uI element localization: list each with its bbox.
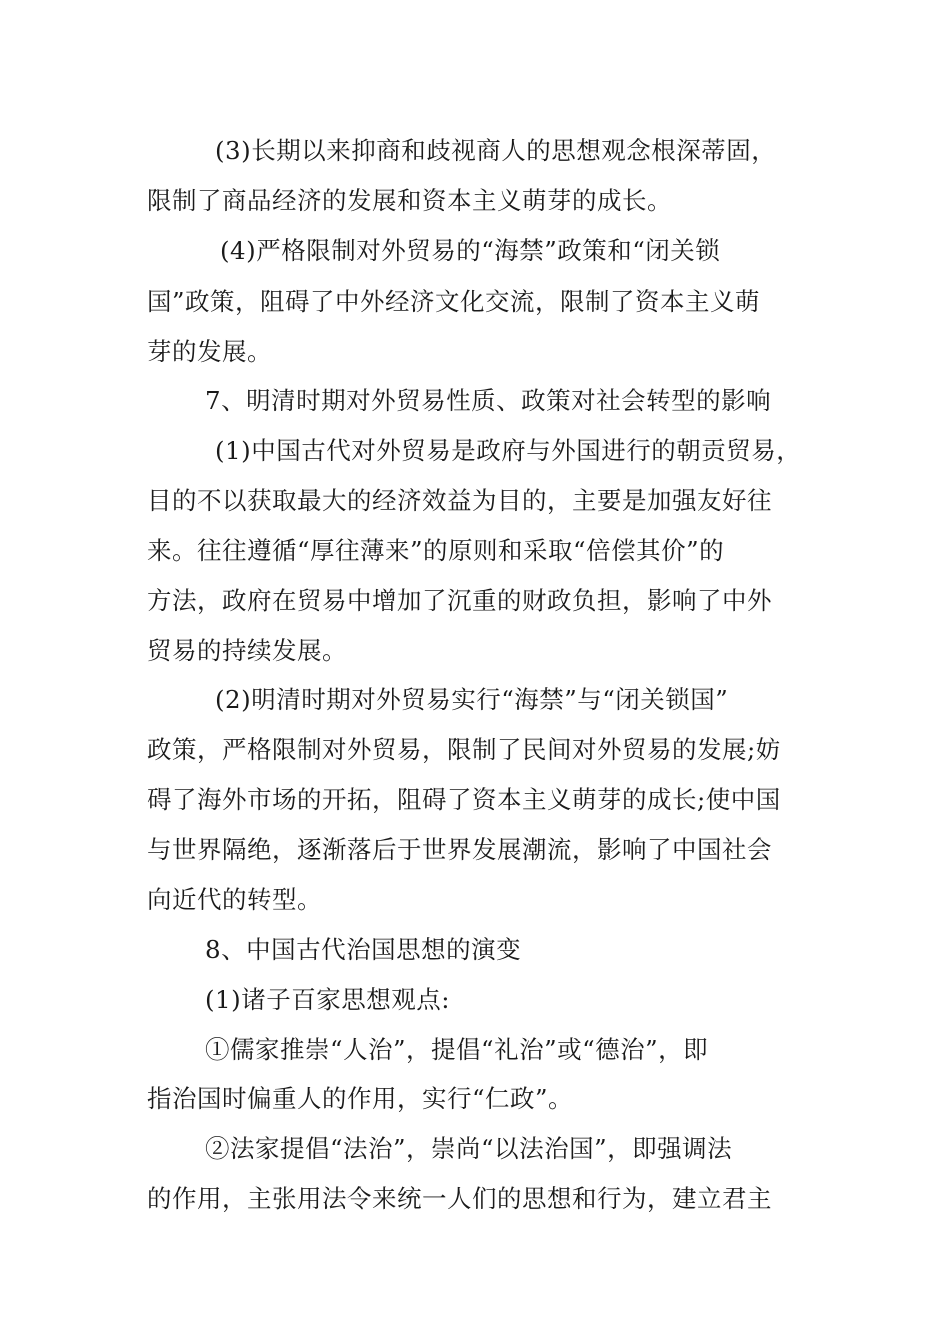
paragraph-line-12: (2)明清时期对外贸易实行“海禁”与“闭关锁国” [215, 685, 729, 714]
paragraph-line-3: (4)严格限制对外贸易的“海禁”政策和“闭关锁 [220, 236, 721, 265]
section-heading-7: 7、明清时期对外贸易性质、政策对社会转型的影响 [205, 386, 772, 415]
paragraph-line-4: 国”政策，阻碍了中外经济文化交流，限制了资本主义萌 [147, 287, 761, 316]
section-heading-8: 8、中国古代治国思想的演变 [205, 935, 522, 964]
paragraph-line-8: 目的不以获取最大的经济效益为目的，主要是加强友好往 [147, 486, 772, 515]
paragraph-line-10: 方法，政府在贸易中增加了沉重的财政负担，影响了中外 [147, 586, 772, 615]
subsection-heading-1: (1)诸子百家思想观点: [205, 985, 450, 1014]
paragraph-line-9: 来。往往遵循“厚往薄来”的原则和采取“倍偿其价”的 [147, 536, 725, 565]
paragraph-line-5: 芽的发展。 [147, 337, 272, 366]
paragraph-line-20: 指治国时偏重人的作用，实行“仁政”。 [147, 1084, 574, 1113]
paragraph-line-15: 与世界隔绝，逐渐落后于世界发展潮流，影响了中国社会 [147, 835, 772, 864]
paragraph-line-7: (1)中国古代对外贸易是政府与外国进行的朝贡贸易， [215, 436, 802, 465]
paragraph-line-22: 的作用，主张用法令来统一人们的思想和行为，建立君主 [147, 1184, 772, 1213]
paragraph-line-13: 政策，严格限制对外贸易，限制了民间对外贸易的发展;妨 [147, 735, 781, 764]
paragraph-line-1: (3)长期以来抑商和歧视商人的思想观念根深蒂固， [215, 136, 777, 165]
paragraph-line-19: ①儒家推崇“人治”，提倡“礼治”或“德治”，即 [205, 1035, 709, 1064]
paragraph-line-14: 碍了海外市场的开拓，阻碍了资本主义萌芽的成长;使中国 [147, 785, 781, 814]
paragraph-line-11: 贸易的持续发展。 [147, 636, 347, 665]
paragraph-line-2: 限制了商品经济的发展和资本主义萌芽的成长。 [147, 186, 672, 215]
paragraph-line-16: 向近代的转型。 [147, 885, 322, 914]
paragraph-line-21: ②法家提倡“法治”，崇尚“以法治国”，即强调法 [205, 1134, 733, 1163]
